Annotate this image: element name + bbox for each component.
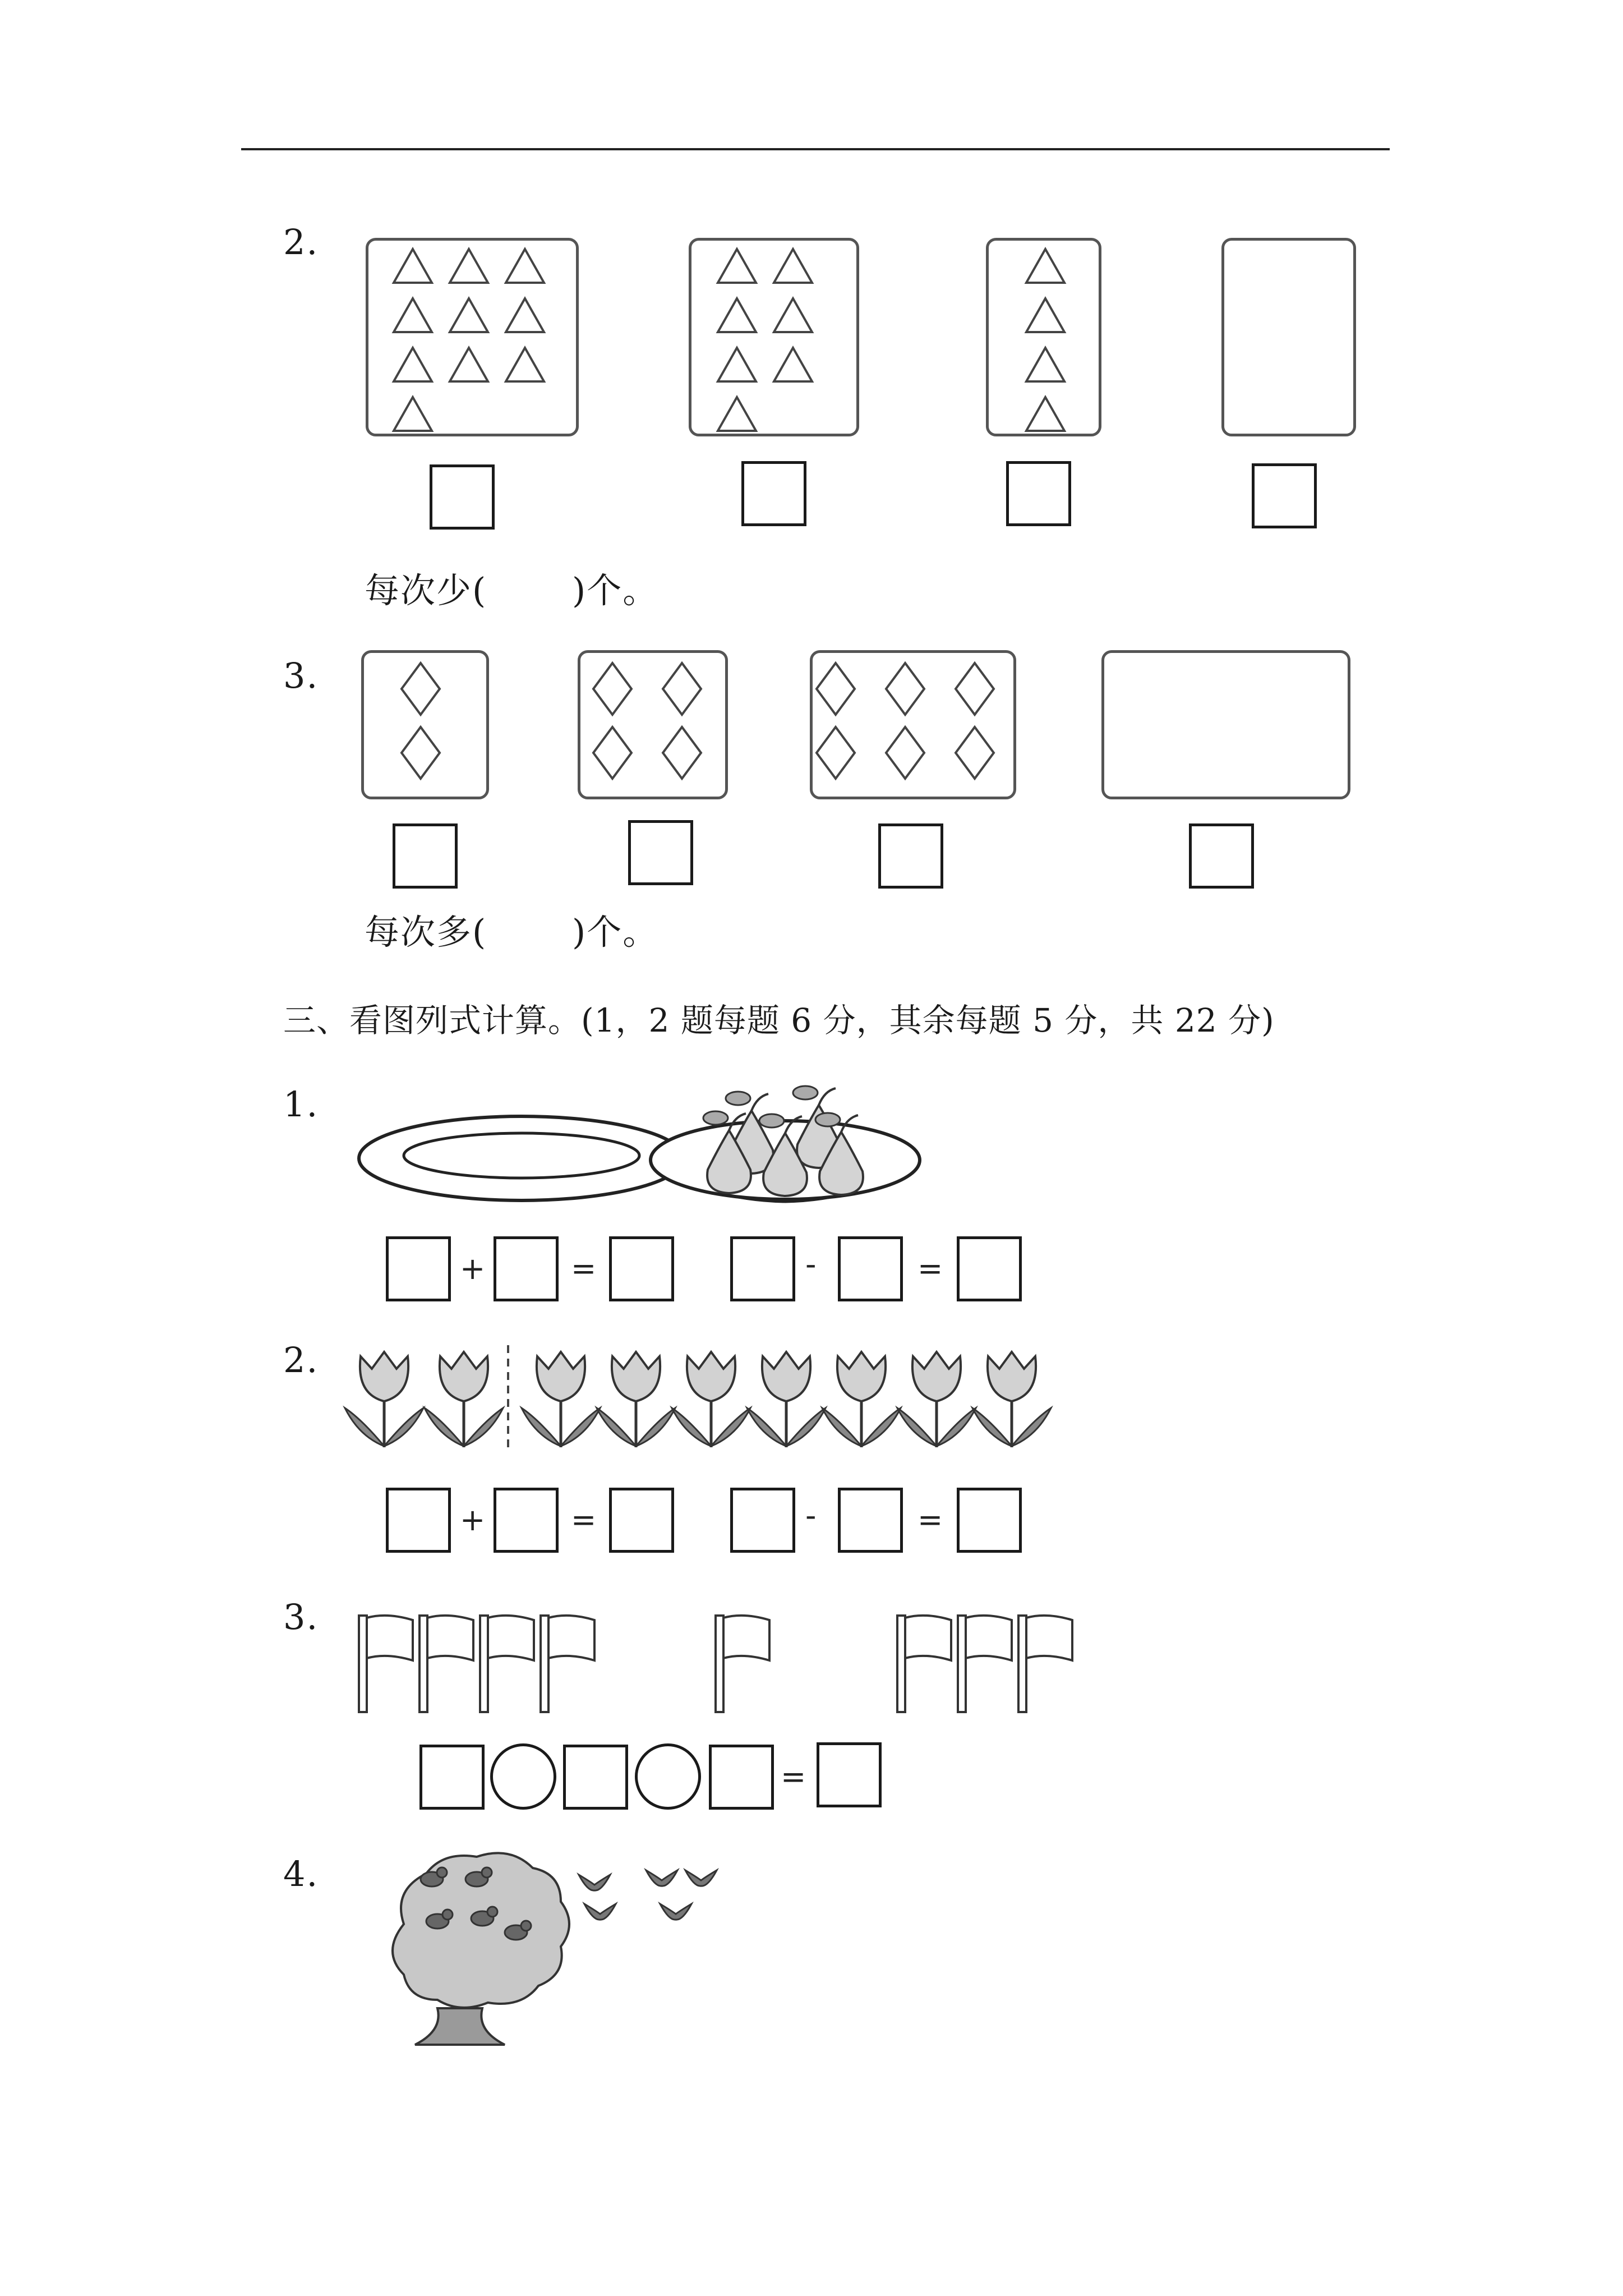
- flag: [541, 1616, 594, 1712]
- p2-minus-sign: -: [805, 1498, 817, 1533]
- p2-equals-sign-2: =: [917, 1502, 943, 1538]
- flag: [897, 1616, 951, 1712]
- q3-prompt-end: )个。: [572, 912, 659, 953]
- problem-4-number: 4.: [283, 1853, 319, 1894]
- question-3-number: 3.: [283, 655, 319, 696]
- problem-3-number: 3.: [283, 1596, 319, 1637]
- p2-plus-sign: +: [460, 1502, 486, 1538]
- flag: [419, 1616, 473, 1712]
- flag: [958, 1616, 1012, 1712]
- flag: [716, 1616, 769, 1712]
- flag: [480, 1616, 534, 1712]
- flying-bird: [646, 1870, 677, 1886]
- q3-prompt-start: 每次多(: [365, 912, 487, 953]
- p3-equals-sign: =: [781, 1759, 806, 1795]
- flag: [1018, 1616, 1072, 1712]
- flag: [359, 1616, 413, 1712]
- p2-equals-sign-1: =: [571, 1502, 597, 1538]
- problem-1-number: 1.: [283, 1084, 319, 1125]
- section-3-heading: 三、看图列式计算。(1，2 题每题 6 分，其余每题 5 分，共 22 分): [283, 1001, 1275, 1039]
- problem-2-number: 2.: [283, 1340, 319, 1381]
- q2-prompt-start: 每次少(: [365, 570, 487, 611]
- p1-equals-sign-2: =: [917, 1251, 943, 1286]
- p3-result-box[interactable]: [817, 1742, 882, 1807]
- q2-prompt-end: )个。: [572, 570, 659, 611]
- p3-operator-circle-1[interactable]: [490, 1743, 556, 1810]
- p3-number-box-2[interactable]: [563, 1745, 628, 1810]
- flying-bird: [660, 1904, 691, 1920]
- p1-equals-sign-1: =: [571, 1251, 597, 1286]
- question-2-number: 2.: [283, 222, 319, 263]
- p1-plus-sign: +: [460, 1251, 486, 1286]
- p3-number-box-1[interactable]: [419, 1745, 485, 1810]
- p3-operator-circle-2[interactable]: [635, 1743, 701, 1810]
- flying-bird: [685, 1870, 717, 1886]
- p1-minus-sign: -: [805, 1246, 817, 1282]
- p3-number-box-3[interactable]: [709, 1745, 774, 1810]
- flying-bird: [579, 1875, 610, 1890]
- flying-bird: [584, 1904, 616, 1920]
- tree-birds-illustration: [370, 1840, 751, 2053]
